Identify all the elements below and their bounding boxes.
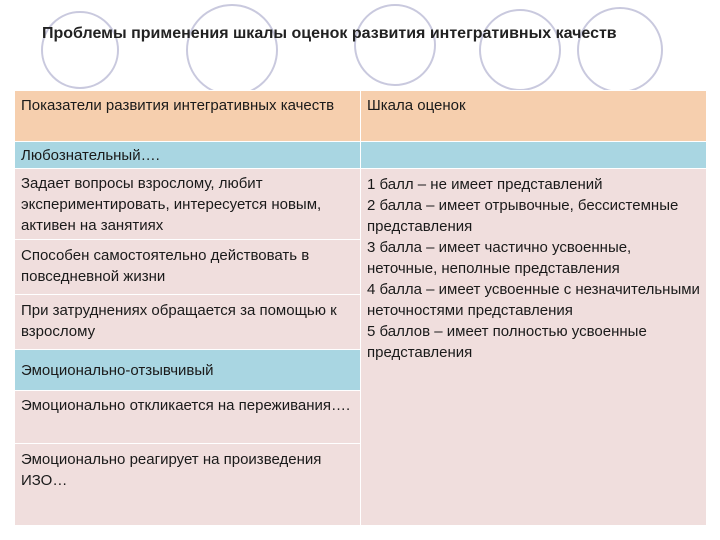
- column-header-scale: Шкала оценок: [361, 91, 707, 142]
- scale-item: 2 балла – имеет отрывочные, бессистемные представления: [367, 197, 679, 235]
- category-curious: Любознательный….: [15, 142, 361, 169]
- scale-item: 5 баллов – имеет полностью усвоенные представления: [367, 323, 647, 361]
- scale-cell: [361, 169, 707, 526]
- assessment-table: [14, 90, 707, 526]
- indicator-cell: Эмоционально откликается на переживания….: [15, 391, 361, 444]
- table-row: [15, 169, 707, 240]
- category-row: [15, 142, 707, 169]
- category-empty-cell: [361, 142, 707, 169]
- scale-item: 1 балл – не имеет представлений: [367, 176, 603, 193]
- category-emotional: Эмоционально-отзывчивый: [15, 350, 361, 391]
- indicator-cell: Задает вопросы взрослому, любит экспериментировать, интересуется новым, активен на занятиях: [15, 169, 361, 240]
- column-header-indicators: Показатели развития интегративных качеств: [15, 91, 361, 142]
- indicator-cell: Способен самостоятельно действовать в повседневной жизни: [15, 240, 361, 295]
- slide-title: Проблемы применения шкалы оценок развития интегративных качеств: [42, 25, 617, 42]
- indicator-cell: При затруднениях обращается за помощью к взрослому: [15, 295, 361, 350]
- table-header-row: [15, 91, 707, 142]
- scale-item: 3 балла – имеет частично усвоенные, неточные, неполные представления: [367, 239, 632, 277]
- scale-item: 4 балла – имеет усвоенные с незначительными неточностями представления: [367, 281, 700, 319]
- decorative-rings: [0, 0, 720, 95]
- indicator-cell: Эмоционально реагирует на произведения ИЗО…: [15, 444, 361, 526]
